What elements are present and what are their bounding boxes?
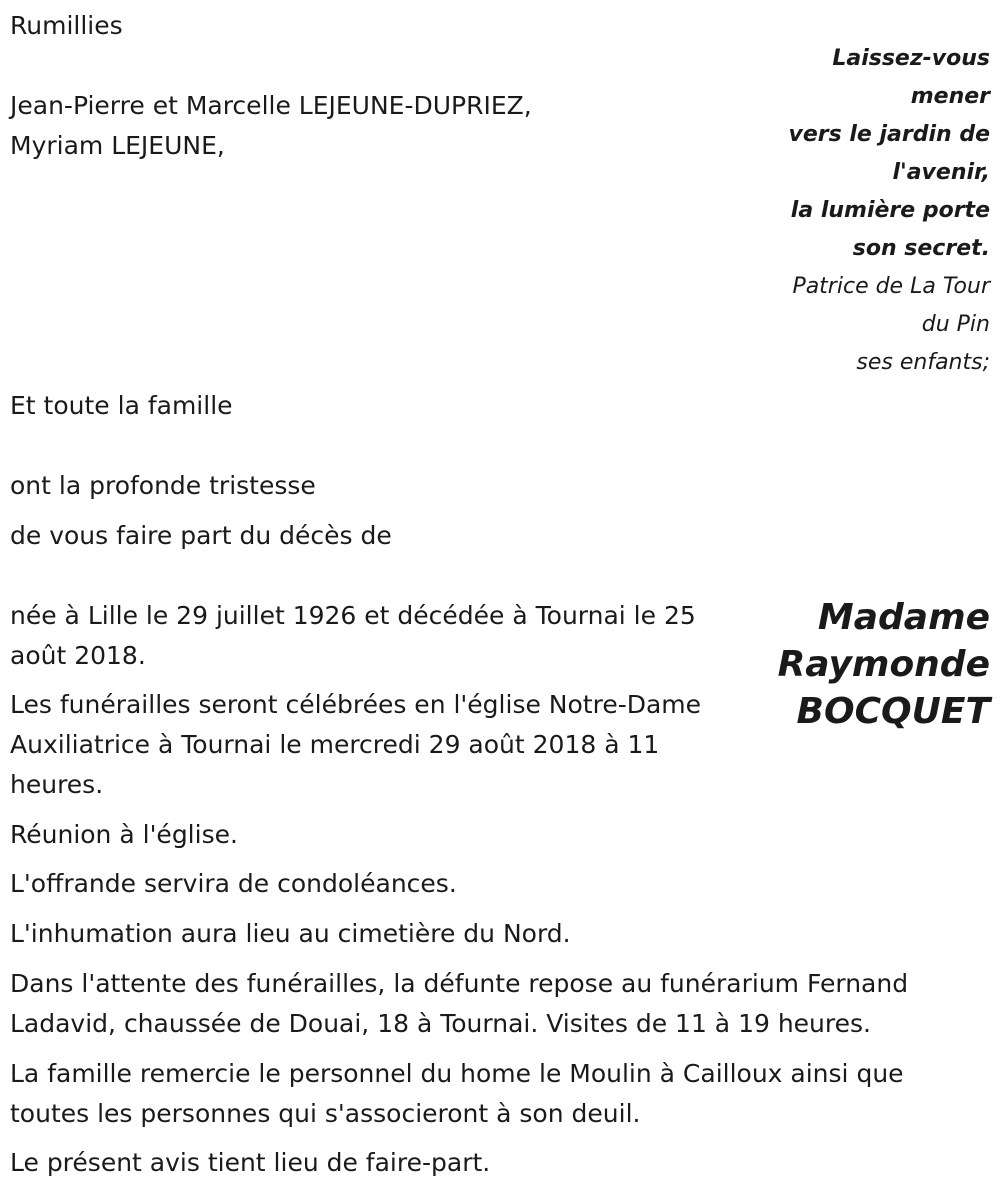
offering-text: L'offrande servira de condoléances. [10, 869, 457, 898]
quote-author-line: ses enfants; [856, 350, 990, 375]
thanks-text: La famille remercie le personnel du home le Moulin à Cailloux ainsi que toutes les personnes qui s'associeront à son deuil. [10, 1059, 904, 1128]
quote-line: la lumière porte [790, 198, 990, 223]
birth-death-text: née à Lille le 29 juillet 1926 et décédée à Tournai le 25 août 2018. [10, 601, 696, 670]
quote-block [690, 40, 990, 382]
deceased-first-name: Raymonde [777, 644, 990, 685]
deceased-last-name: BOCQUET [796, 691, 990, 732]
family-line-1: Jean-Pierre et Marcelle LEJEUNE-DUPRIEZ, [10, 91, 532, 120]
deceased-name-block [730, 594, 990, 735]
quote-line: mener [910, 84, 990, 109]
funeral-text: Les funérailles seront célébrées en l'église Notre-Dame Auxiliatrice à Tournai le mercredi 29 août 2018 à 11 heures. [10, 690, 702, 799]
visitation-text: Dans l'attente des funérailles, la défunte repose au funérarium Fernand Ladavid, chaussée de Douai, 18 à Tournai. Visites de 11 à 19 heures. [10, 969, 909, 1038]
quote-line: vers le jardin de [788, 122, 990, 147]
quote-line: l'avenir, [892, 160, 990, 185]
quote-line: Laissez-vous [832, 46, 990, 71]
location-text: Rumillies [10, 11, 123, 40]
burial-text: L'inhumation aura lieu au cimetière du Nord. [10, 919, 571, 948]
quote-author-line: Patrice de La Tour [792, 274, 990, 299]
deceased-title: Madame [817, 597, 990, 638]
family-line-2: Myriam LEJEUNE, [10, 131, 225, 160]
family-line-3: Et toute la famille [10, 391, 233, 420]
quote-line: son secret. [852, 236, 990, 261]
notice-text: Le présent avis tient lieu de faire-part. [10, 1148, 491, 1177]
quote-author-line: du Pin [921, 312, 990, 337]
announcement-line-2: de vous faire part du décès de [10, 521, 392, 550]
meeting-text: Réunion à l'église. [10, 820, 238, 849]
announcement-line-1: ont la profonde tristesse [10, 471, 316, 500]
